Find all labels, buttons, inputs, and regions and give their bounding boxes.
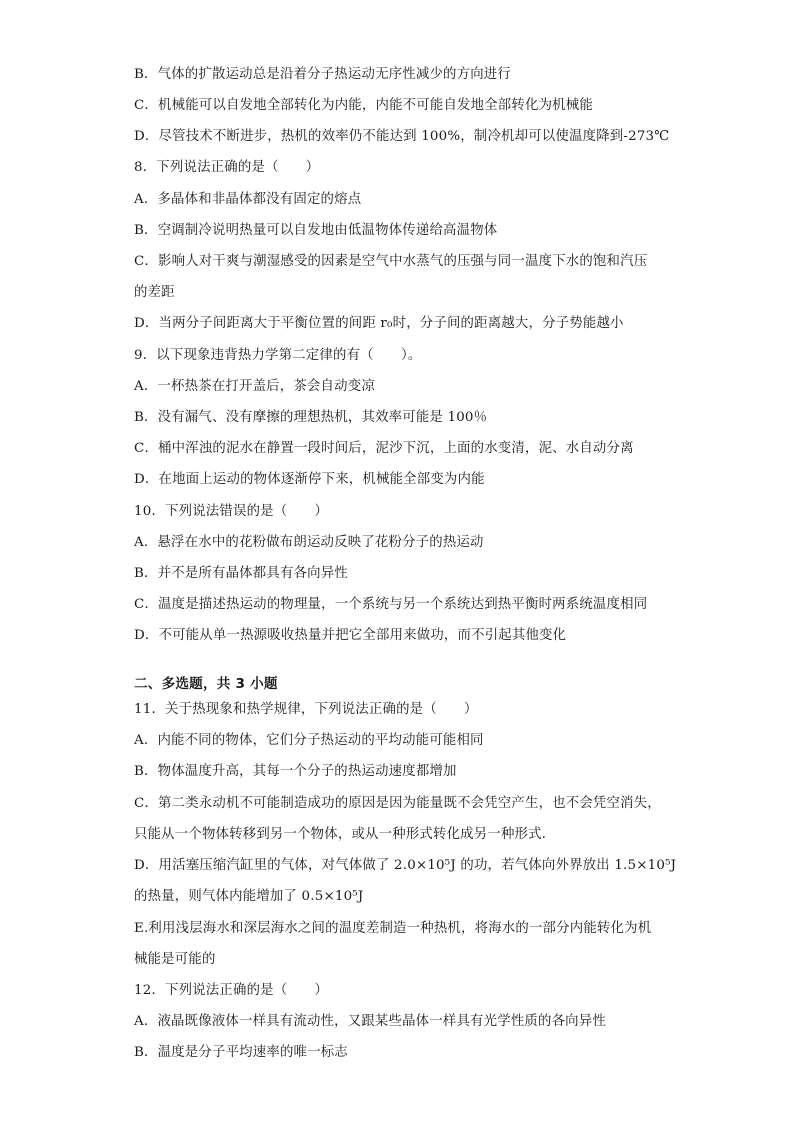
option-line: D．尽管技术不断进步，热机的效率仍不能达到 100%，制冷机却可以使温度降到-273℃ bbox=[134, 129, 670, 144]
option-line: A．多晶体和非晶体都没有固定的熔点 bbox=[134, 192, 362, 207]
option-line: D．当两分子间距离大于平衡位置的间距 r₀时，分子间的距离越大，分子势能越小 bbox=[134, 316, 624, 331]
option-line-continued: 的差距 bbox=[134, 285, 175, 300]
option-line: D．用活塞压缩汽缸里的气体，对气体做了 2.0×10⁵J 的功，若气体向外界放出 1.5×10⁵J bbox=[134, 858, 677, 873]
option-line-continued: 的热量，则气体内能增加了 0.5×10⁵J bbox=[134, 889, 364, 904]
option-line: C．影响人对干爽与潮湿感受的因素是空气中水蒸气的压强与同一温度下水的饱和汽压 bbox=[134, 254, 648, 269]
question-8: 8．下列说法正确的是（ ） bbox=[134, 160, 320, 175]
option-line: C．桶中浑浊的泥水在静置一段时间后，泥沙下沉，上面的水变清，泥、水自动分离 bbox=[134, 441, 634, 456]
option-line-continued: 械能是可能的 bbox=[134, 952, 216, 967]
option-line: C．温度是描述热运动的物理量，一个系统与另一个系统达到热平衡时两系统温度相同 bbox=[134, 597, 648, 612]
option-line: B．并不是所有晶体都具有各向异性 bbox=[134, 566, 348, 581]
option-line: A．悬浮在水中的花粉做布朗运动反映了花粉分子的热运动 bbox=[134, 535, 484, 550]
question-9: 9．以下现象违背热力学第二定律的有（ ）。 bbox=[134, 348, 422, 363]
option-line: A．内能不同的物体，它们分子热运动的平均动能可能相同 bbox=[134, 733, 484, 748]
option-line: A．液晶既像液体一样具有流动性，又跟某些晶体一样具有光学性质的各向异性 bbox=[134, 1014, 606, 1029]
option-line: C．第二类永动机不可能制造成功的原因是因为能量既不会凭空产生，也不会凭空消失， bbox=[134, 796, 661, 811]
option-line: B．空调制冷说明热量可以自发地由低温物体传递给高温物体 bbox=[134, 223, 498, 238]
option-line: D．不可能从单一热源吸收热量并把它全部用来做功，而不引起其他变化 bbox=[134, 628, 567, 643]
option-line-continued: 只能从一个物体转移到另一个物体，或从一种形式转化成另一种形式． bbox=[134, 827, 556, 842]
option-line: B．物体温度升高，其每一个分子的热运动速度都增加 bbox=[134, 764, 457, 779]
option-line: D．在地面上运动的物体逐渐停下来，机械能全部变为内能 bbox=[134, 472, 485, 487]
question-10: 10．下列说法错误的是（ ） bbox=[134, 504, 329, 519]
option-line: B．温度是分子平均速率的唯一标志 bbox=[134, 1045, 348, 1060]
question-12: 12．下列说法正确的是（ ） bbox=[134, 983, 329, 998]
option-line: B．没有漏气、没有摩擦的理想热机，其效率可能是 100％ bbox=[134, 410, 488, 425]
option-line: C．机械能可以自发地全部转化为内能，内能不可能自发地全部转化为机械能 bbox=[134, 98, 593, 113]
section-title: 二、多选题，共 3 小题 bbox=[134, 676, 278, 692]
option-line: E.利用浅层海水和深层海水之间的温度差制造一种热机，将海水的一部分内能转化为机 bbox=[134, 921, 652, 936]
option-line: A．一杯热茶在打开盖后，茶会自动变凉 bbox=[134, 379, 375, 394]
question-11: 11．关于热现象和热学规律，下列说法正确的是（ ） bbox=[134, 702, 478, 717]
option-line: B．气体的扩散运动总是沿着分子热运动无序性减少的方向进行 bbox=[134, 67, 511, 82]
